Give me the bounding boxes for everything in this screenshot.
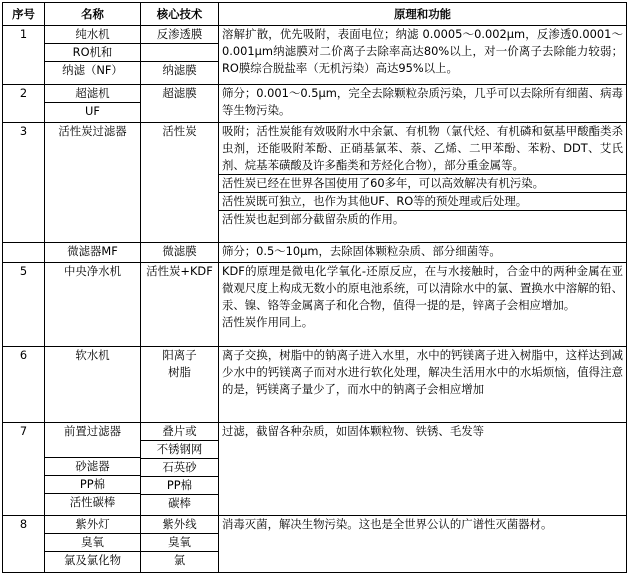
tech-cell: 超滤膜 (141, 85, 219, 123)
tech-cell (141, 347, 219, 423)
tech-line: 反渗透膜 (141, 26, 218, 44)
tech-line (141, 44, 218, 62)
name-line: 纯水机 (45, 26, 140, 44)
tech-line: 臭氧 (141, 534, 218, 552)
tech-line: 氯 (173, 553, 186, 567)
desc-cell: 消毒灭菌，解决生物污染。这也是全世界公认的广谱性灭菌器材。 (219, 516, 627, 573)
name-line: 氯及氯化物 (64, 553, 121, 567)
desc-text: 活性炭作用同上。 (222, 315, 314, 329)
desc-text: KDF的原理是微电化学氧化-还原反应，在与水接触时，合金中的两种金属在亚微观尺度上构成无数小的原电池系统，可以清除水中的氯、置换水中溶解的铅、汞、镍、铬等金属离子和化合物，值得一提的是，锌离子会相应增加。 (222, 264, 623, 312)
name-cell: 活性炭过滤器 (45, 123, 141, 243)
table-row (3, 263, 627, 347)
desc-cell (219, 263, 627, 347)
row-number: 2 (3, 85, 45, 123)
name-line: 臭氧 (45, 534, 140, 552)
name-line (45, 440, 140, 458)
table-row (3, 516, 627, 573)
tech-line: 不锈钢网 (141, 441, 218, 459)
name-cell: 软水机 (45, 347, 141, 423)
tech-line: 石英砂 (141, 459, 218, 477)
header-row (3, 3, 627, 26)
name-cell: 中央净水机 (45, 263, 141, 347)
row-number: 6 (3, 347, 45, 423)
name-cell: 微滤器MF (45, 243, 141, 263)
desc-cell: 过滤，截留各种杂质，如固体颗粒物、铁锈、毛发等 (219, 423, 627, 516)
name-line: PP棉 (45, 476, 140, 494)
table-row (3, 85, 627, 123)
name-line: UF (85, 104, 100, 118)
tech-line: 纳滤膜 (162, 63, 197, 77)
tech-line: 树脂 (168, 365, 191, 379)
water-purifier-table (2, 2, 627, 573)
desc-cell (219, 123, 627, 243)
desc-cell: 筛分；0.5～10μm，去除固体颗粒杂质、部分细菌等。 (219, 243, 627, 263)
table-row (3, 243, 627, 263)
table-row (3, 26, 627, 85)
desc-text: 活性炭已经在世界各国使用了60多年，可以高效解决有机污染。 (219, 175, 626, 193)
desc-text: 活性炭也起到部分截留杂质的作用。 (222, 212, 405, 226)
table-row (3, 123, 627, 243)
desc-text: 溶解扩散，优先吸附，表面电位；纳滤 0.0005～0.002μm，反渗透0.0001～0.001μm纳滤膜对二价离子去除率高达80%以上，对一价离子去除能力较弱；RO膜综合脱盐率（无机污染）高达95%以上。 (222, 27, 623, 75)
tech-line: 阳离子 (162, 348, 197, 362)
row-number: 7 (3, 423, 45, 516)
desc-cell (219, 26, 627, 85)
name-line: 超滤机 (45, 85, 140, 103)
name-line: 砂滤器 (45, 458, 140, 476)
name-line: 紫外灯 (45, 516, 140, 534)
name-cell (45, 516, 141, 573)
row-number: 8 (3, 516, 45, 573)
header-name: 名称 (45, 3, 141, 26)
name-line: 前置过滤器 (64, 424, 121, 438)
header-desc: 原理和功能 (219, 3, 627, 26)
desc-text: 活性炭既可独立，也作为其他UF、RO等的预处理或后处理。 (219, 193, 626, 211)
name-cell (45, 85, 141, 123)
row-number (3, 243, 45, 263)
tech-cell: 微滤膜 (141, 243, 219, 263)
name-cell (45, 423, 141, 516)
header-tech: 核心技术 (141, 3, 219, 26)
tech-cell (141, 516, 219, 573)
name-line: 活性碳棒 (69, 495, 116, 509)
name-line: RO机和 (45, 44, 140, 62)
name-line: 纳滤（NF） (62, 63, 123, 77)
tech-cell: 活性炭 (141, 123, 219, 243)
row-number: 5 (3, 263, 45, 347)
tech-line: 紫外线 (141, 516, 218, 534)
tech-cell: 活性炭+KDF (141, 263, 219, 347)
desc-cell: 离子交换，树脂中的钠离子进入水里，水中的钙镁离子进入树脂中，这样达到减少水中的钙镁离子而对水进行软化处理，解决生活用水中的水垢烦恼，值得注意的是，钙镁离子量少了，而水中的钠离子会相应增加 (219, 347, 627, 423)
row-number: 1 (3, 26, 45, 85)
table-row (3, 347, 627, 423)
header-no: 序号 (3, 3, 45, 26)
tech-line: 叠片或 (141, 423, 218, 441)
tech-line: 碳棒 (168, 496, 191, 510)
tech-cell (141, 423, 219, 516)
row-number: 3 (3, 123, 45, 243)
desc-cell: 筛分；0.001～0.5μm，完全去除颗粒杂质污染，几乎可以去除所有细菌、病毒等生物污染。 (219, 85, 627, 123)
tech-line: PP棉 (141, 477, 218, 495)
table-row (3, 423, 627, 516)
desc-text: 吸附；活性炭能有效吸附水中余氯、有机物（氯代烃、有机磷和氨基甲酸酯类杀虫剂，还能吸附苯酚、正硝基氯苯、萘、乙烯、二甲苯酚、苯粉、DDT、艾氏剂、烷基苯磺酸及许多酯类和芳烃化合物），部分重金属等。 (219, 123, 626, 175)
tech-cell (141, 26, 219, 85)
name-cell (45, 26, 141, 85)
